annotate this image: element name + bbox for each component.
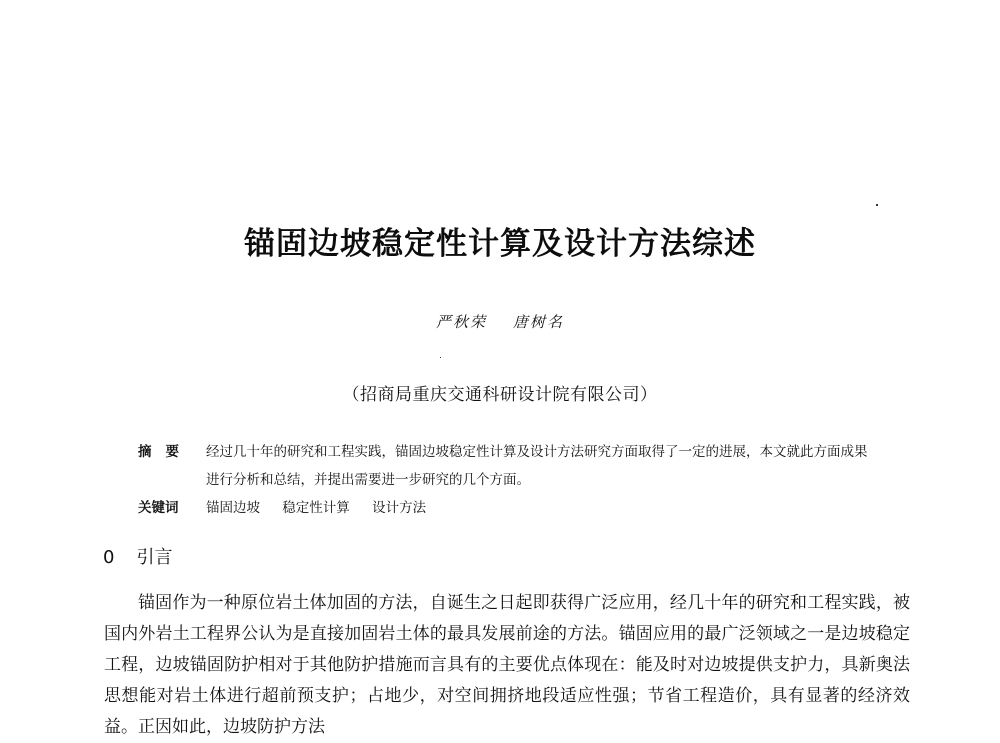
section-heading [103, 543, 172, 569]
keyword: 稳定性计算 [282, 500, 350, 516]
section-number: 0 [103, 547, 115, 568]
section-title: 引言 [136, 547, 173, 568]
keyword: 锚固边坡 [206, 500, 260, 516]
affiliation: （招商局重庆交通科研设计院有限公司） [342, 385, 658, 405]
abstract-block [138, 438, 878, 494]
scan-speck [440, 357, 441, 358]
abstract-text: 经过几十年的研究和工程实践，锚固边坡稳定性计算及设计方法研究方面取得了一定的进展，本文就此方面成果进行分析和总结，并提出需要进一步研究的几个方面。 [206, 444, 868, 488]
abstract-label: 摘要 [138, 444, 193, 460]
paper-title: 锚固边坡稳定性计算及设计方法综述 [244, 226, 756, 262]
author-list [0, 311, 1000, 332]
keywords-label: 关键词 [138, 500, 179, 516]
author-name: 严秋荣 [435, 313, 487, 331]
keywords-list [206, 496, 878, 520]
author-name: 唐树名 [513, 313, 565, 331]
scan-speck [876, 204, 878, 206]
keywords-block [138, 496, 878, 520]
body-paragraph: 锚固作为一种原位岩土体加固的方法，自诞生之日起即获得广泛应用，经几十年的研究和工程实践，被国内外岩土工程界公认为是直接加固岩土体的最具发展前途的方法。锚固应用的最广泛领域之一是边坡稳定工程，边坡锚固防护相对于其他防护措施而言具有的主要优点体现在：能及时对边坡提供支护力，具新奥法思想能对岩土体进行超前预支护；占地少，对空间拥挤地段适应性强；节省工程造价，具有显著的经济效益。正因如此，边坡防护方法 [104, 593, 910, 737]
keyword: 设计方法 [372, 500, 427, 516]
